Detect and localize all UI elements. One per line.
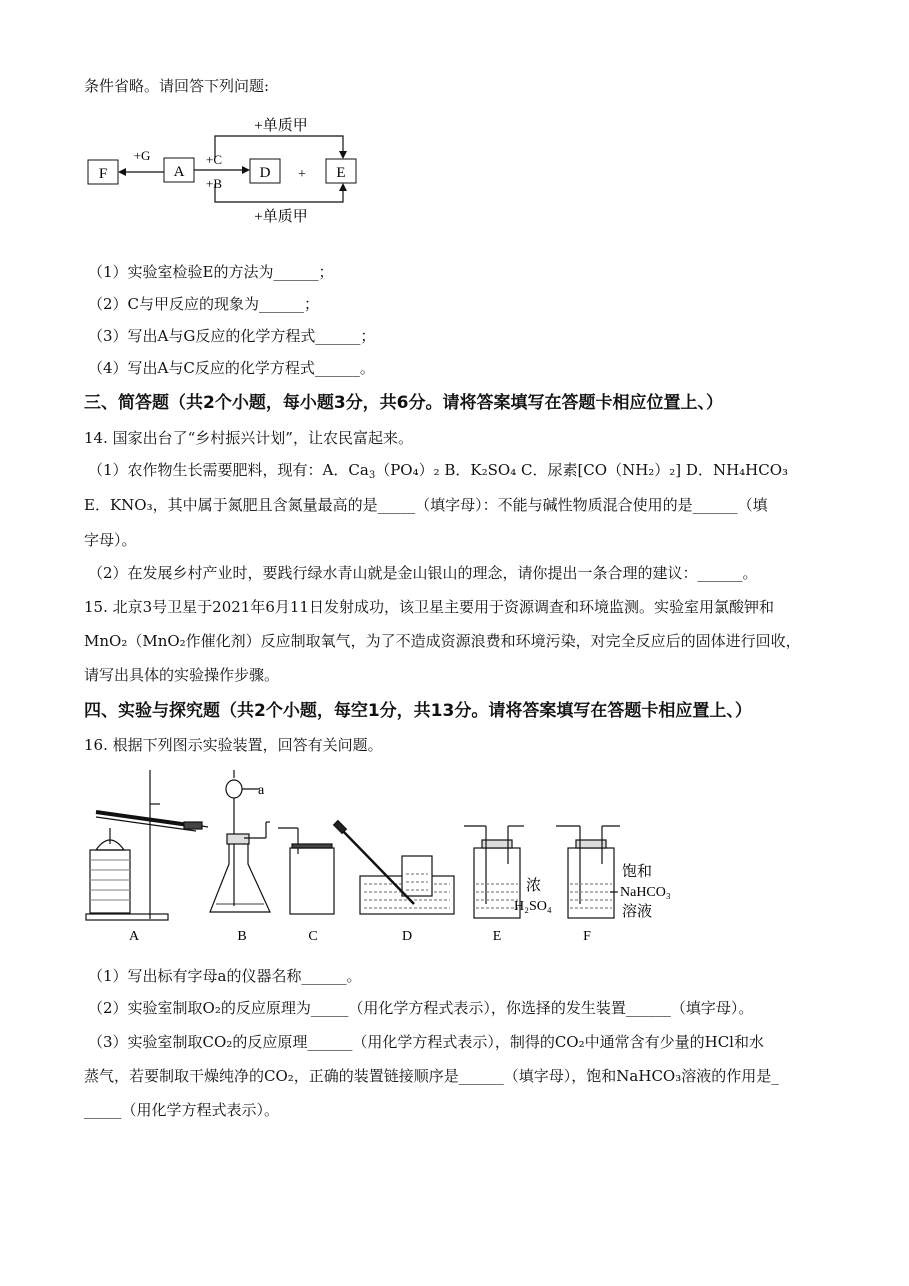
label-A: A: [128, 929, 140, 944]
f-text3: 溶液: [622, 904, 653, 920]
q16-2: （2）实验室制取O₂的反应原理为_____（用化学方程式表示），你选择的发生装置______（填字母）。: [88, 999, 754, 1017]
q16-3b: 蒸气，若要制取干燥纯净的CO₂，正确的装置链接顺序是______（填字母），饱和NaHCO₃溶液的作用是_: [84, 1067, 779, 1085]
label-B: +B: [205, 176, 223, 191]
box-E-label: E: [336, 165, 346, 181]
q16: 16. 根据下列图示实验装置，回答有关问题。: [84, 736, 383, 754]
f-text2: NaHCO₃: [620, 885, 671, 900]
q14-1-tail2: 字母）。: [84, 531, 137, 549]
apparatus-C: [278, 828, 334, 914]
label-E: E: [492, 929, 502, 944]
section-4-heading: 四、实验与探究题（共2个小题，每空1分，共13分。请将答案填写在答题卡相应置上、）: [84, 701, 752, 721]
q14-1: （1）农作物生长需要肥料，现有：A．$Ca_3(PO_4)_2$ B．K₂SO₄ C．尿素[CO（NH₂）₂] D．NH₄HCO₃: [88, 461, 789, 481]
box-D-label: D: [259, 165, 271, 181]
box-F-label: F: [98, 166, 108, 182]
q13-2: （2）C与甲反应的现象为______；: [88, 295, 320, 313]
label-F: F: [583, 929, 591, 944]
e-text2: H₂SO₄: [514, 899, 552, 914]
plus-sign: +: [298, 167, 306, 182]
q13-3: （3）写出A与G反应的化学方程式______；: [88, 327, 376, 345]
box-A-label: A: [173, 164, 185, 180]
q13-1: （1）实验室检验E的方法为______；: [88, 263, 334, 281]
q16-1: （1）写出标有字母a的仪器名称______。: [88, 967, 362, 985]
f-text1: 饱和: [622, 864, 653, 880]
q14: 14. 国家出台了“乡村振兴计划”，让农民富起来。: [84, 429, 413, 447]
label-C: C: [308, 929, 318, 944]
intro-line: 条件省略。请回答下列问题:: [84, 77, 270, 95]
q16-3c: _____（用化学方程式表示）。: [84, 1101, 280, 1119]
q15-c: 请写出具体的实验操作步骤。: [84, 666, 280, 684]
label-G: +G: [133, 148, 151, 163]
flow-diagram: [84, 108, 384, 228]
q15-b: MnO₂（MnO₂作催化剂）反应制取氧气，为了不造成资源浪费和环境污染，对完全反应后的固体进行回收，: [84, 632, 801, 650]
bottom-label: +单质甲: [254, 209, 308, 225]
apparatus-D: [334, 821, 454, 914]
q14-2: （2）在发展乡村产业时，要践行绿水青山就是金山银山的理念，请你提出一条合理的建议：______。: [88, 564, 758, 582]
label-D: D: [401, 929, 413, 944]
apparatus-A: [86, 770, 208, 920]
q13-4: （4）写出A与C反应的化学方程式______。: [88, 359, 375, 377]
apparatus-diagram: [84, 764, 704, 949]
q16-3a: （3）实验室制取CO₂的反应原理______（用化学方程式表示），制得的CO₂中通常含有少量的HCl和水: [88, 1033, 764, 1051]
top-label: +单质甲: [254, 118, 308, 134]
label-B: B: [237, 929, 247, 944]
label-C: +C: [205, 152, 223, 167]
label-a: a: [258, 783, 265, 798]
q15-a: 15. 北京3号卫星于2021年6月11日发射成功，该卫星主要用于资源调查和环境监测。实验室用氯酸钾和: [84, 598, 774, 616]
apparatus-F: [556, 826, 620, 918]
section-3-heading: 三、简答题（共2个小题，每小题3分，共6分。请将答案填写在答题卡相应位置上、）: [84, 393, 723, 413]
q14-1-tail: E．KNO₃，其中属于氮肥且含氮量最高的是_____（填字母）：不能与碱性物质混合使用的是______（填: [84, 496, 768, 514]
e-text1: 浓: [526, 878, 542, 894]
